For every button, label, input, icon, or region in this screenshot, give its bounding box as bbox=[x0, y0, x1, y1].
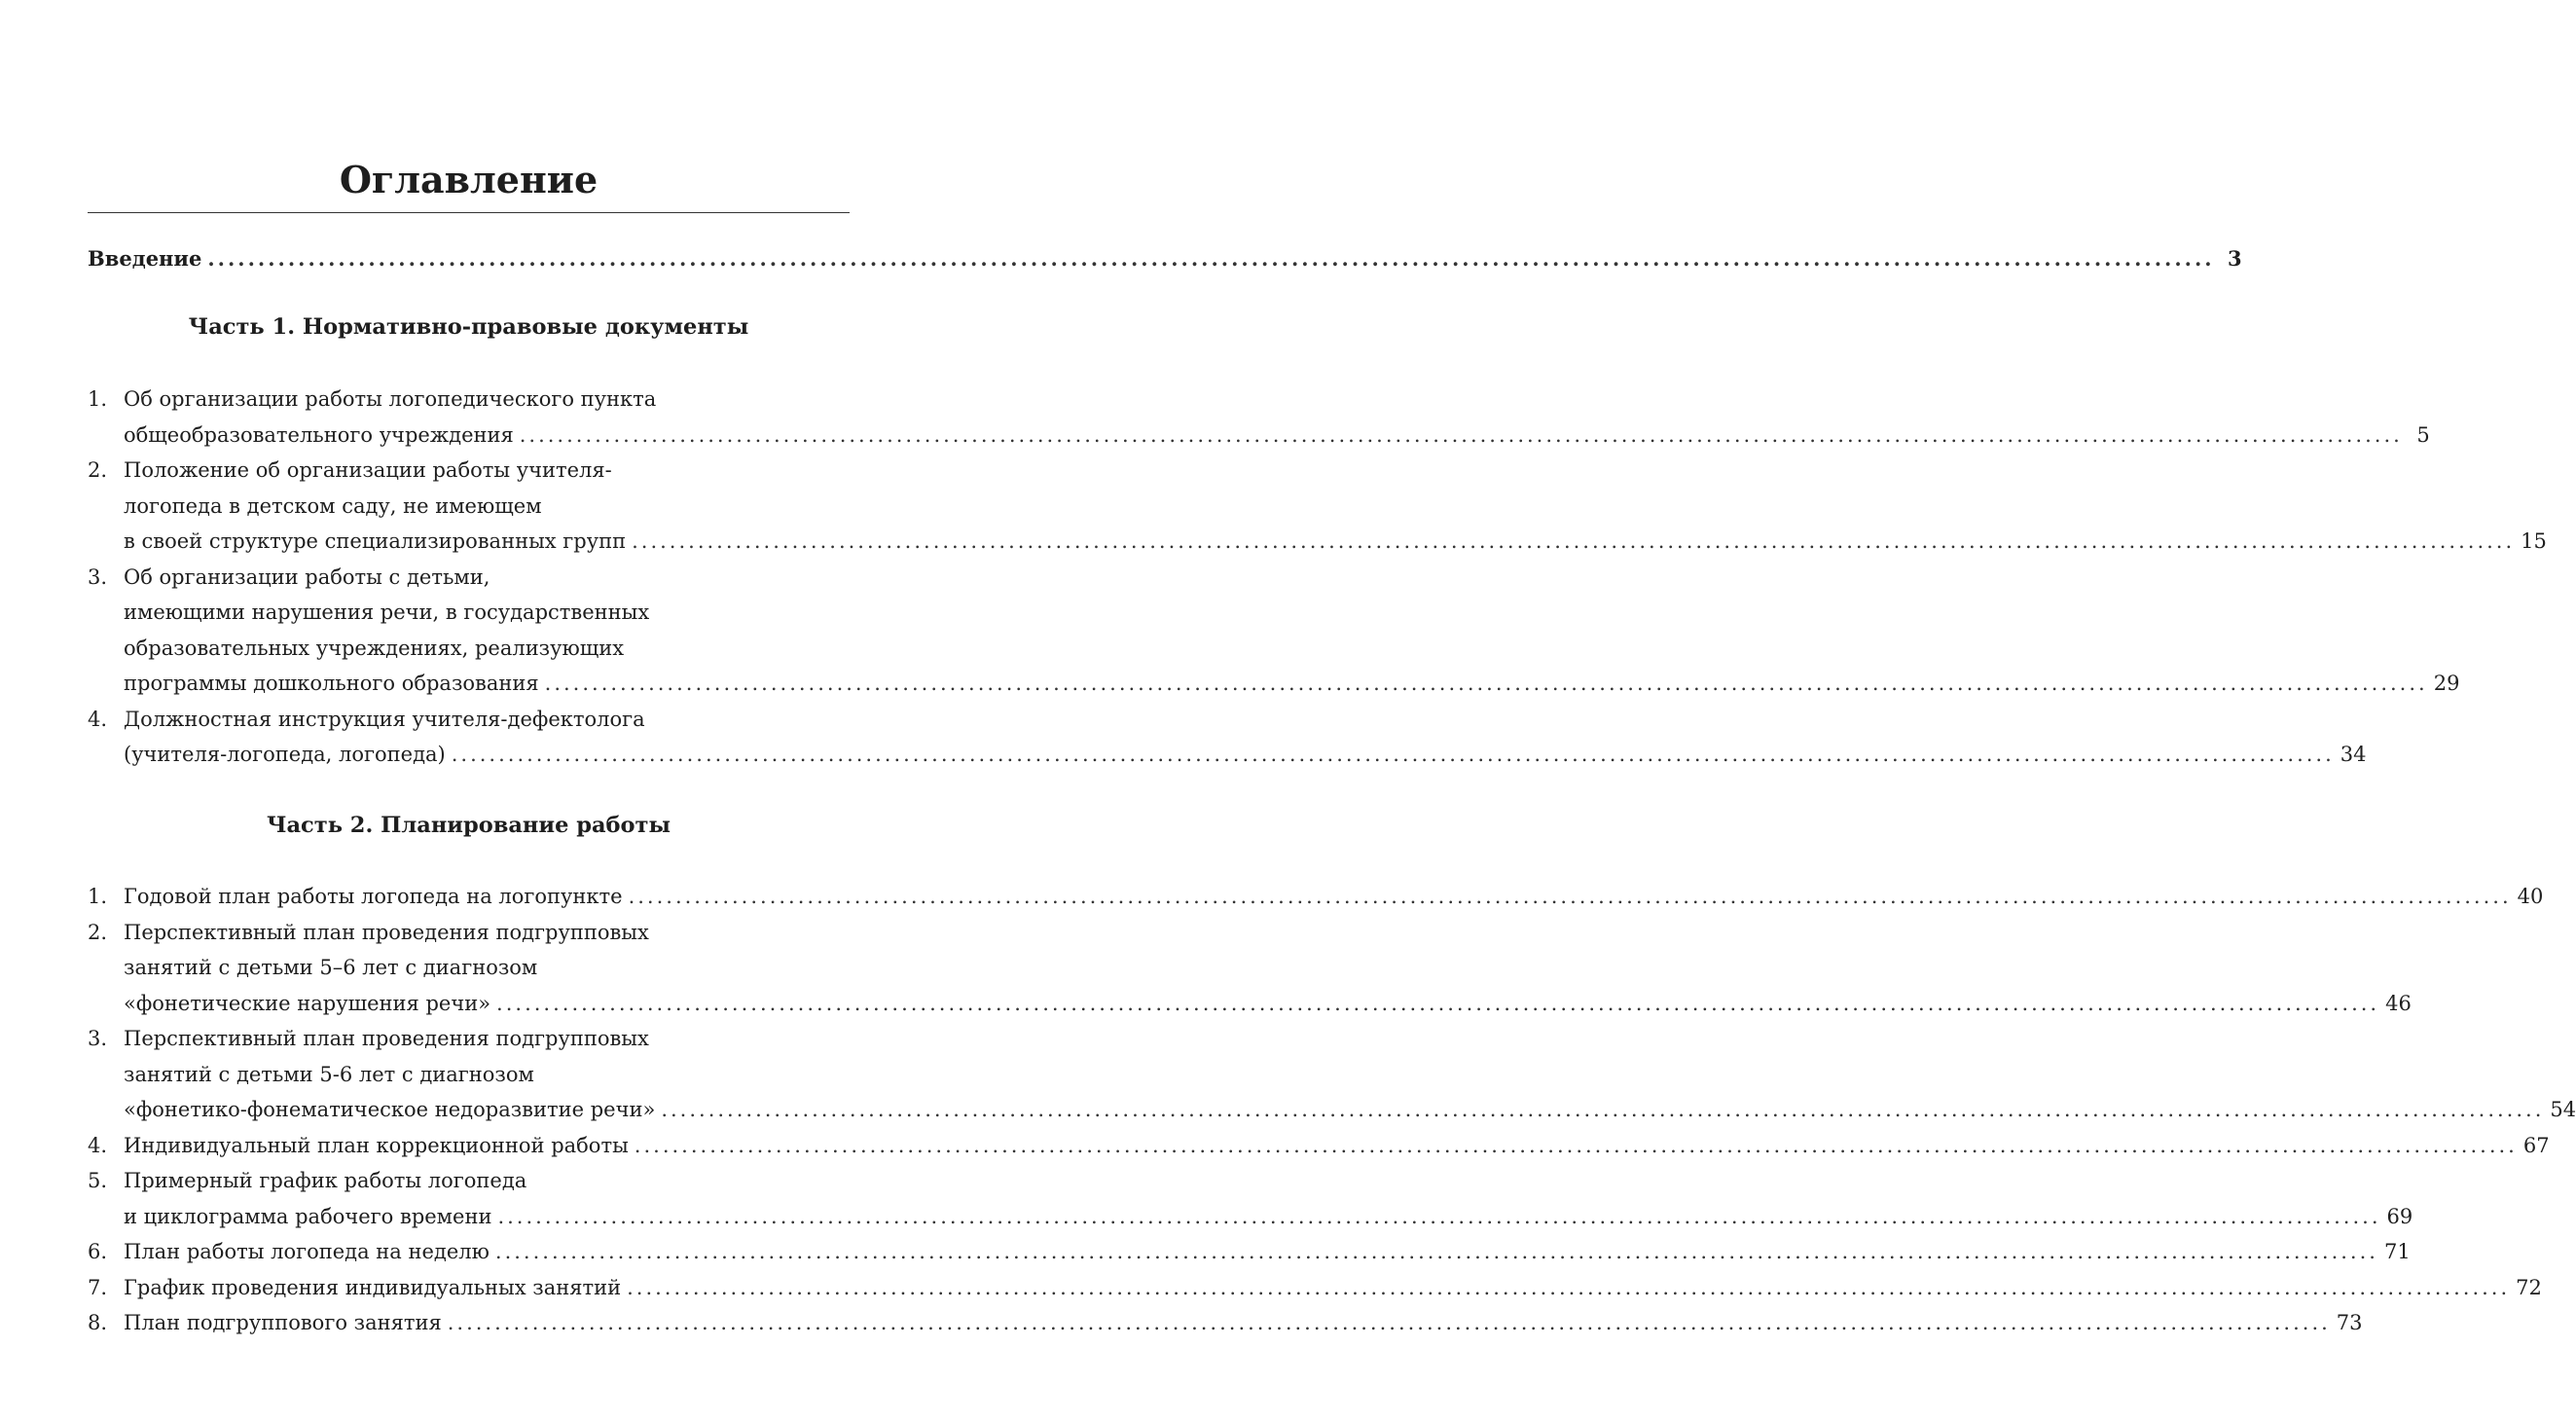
dot-leader: ........................................................................................................................................................................................................ bbox=[544, 672, 2428, 695]
dot-leader: ........................................................................................................................................................................................................ bbox=[447, 1311, 2331, 1334]
dot-leader: ........................................................................................................................................................................................................ bbox=[634, 1133, 2518, 1157]
entry-number: 7. bbox=[88, 1275, 108, 1299]
toc-entry[interactable] bbox=[88, 1270, 2542, 1306]
entry-text-line: Положение об организации работы учителя- bbox=[124, 458, 612, 482]
entry-text-line: и циклограмма рабочего времени bbox=[124, 1204, 492, 1228]
page-number: 72 bbox=[2516, 1275, 2542, 1299]
entry-number: 3. bbox=[88, 1027, 108, 1050]
toc-entry[interactable] bbox=[88, 879, 2544, 915]
page-number: 40 bbox=[2517, 885, 2544, 908]
dot-leader: ........................................................................................................................................................................................................ bbox=[207, 246, 2215, 271]
entry-text-line: График проведения индивидуальных занятий bbox=[124, 1275, 622, 1299]
page-number: 29 bbox=[2433, 672, 2460, 695]
page-number: 46 bbox=[2385, 991, 2412, 1015]
page-number: 67 bbox=[2522, 1133, 2550, 1157]
entry-number: 6. bbox=[88, 1240, 108, 1263]
entry-text-line: Годовой план работы логопеда на логопункте bbox=[124, 885, 623, 908]
toc-entry[interactable] bbox=[88, 1163, 2413, 1234]
entry-text-line: занятий с детьми 5–6 лет с диагнозом bbox=[124, 956, 538, 979]
title-rule bbox=[88, 212, 850, 213]
entry-text-line: образовательных учреждениях, реализующих bbox=[124, 636, 625, 660]
entry-number: 4. bbox=[88, 1133, 108, 1157]
entry-number: 5. bbox=[88, 1169, 108, 1192]
entry-text-line: «фонетико-фонематическое недоразвитие речи» bbox=[124, 1098, 656, 1121]
entry-text-line: Перспективный план проведения подгрупповых bbox=[124, 1027, 649, 1050]
entry-text-line: «фонетические нарушения речи» bbox=[124, 991, 491, 1015]
page-number: 15 bbox=[2521, 529, 2547, 553]
dot-leader: ........................................................................................................................................................................................................ bbox=[494, 1240, 2378, 1263]
page-number: 5 bbox=[2416, 422, 2430, 447]
page-number: 34 bbox=[2340, 743, 2367, 766]
entry-text-line: логопеда в детском саду, не имеющем bbox=[124, 493, 542, 518]
page-number: 54 bbox=[2550, 1098, 2576, 1121]
dot-leader: ........................................................................................................................................................................................................ bbox=[519, 422, 2403, 447]
entry-text-line: имеющими нарушения речи, в государственных bbox=[124, 601, 650, 624]
entry-text-line: занятий с детьми 5-6 лет с диагнозом bbox=[124, 1062, 534, 1086]
entry-text-line: Перспективный план проведения подгрупповых bbox=[124, 920, 649, 944]
entry-text-line: Об организации работы с детьми, bbox=[124, 564, 490, 589]
toc-entry[interactable] bbox=[88, 702, 2367, 773]
dot-leader: ........................................................................................................................................................................................................ bbox=[632, 529, 2516, 553]
dot-leader: ........................................................................................................................................................................................................ bbox=[627, 1275, 2511, 1299]
toc-entry[interactable] bbox=[88, 560, 2460, 702]
toc-entry[interactable] bbox=[88, 1021, 2576, 1128]
entry-text-line: Примерный график работы логопеда bbox=[124, 1169, 527, 1192]
page-number: 69 bbox=[2386, 1204, 2413, 1228]
dot-leader: ........................................................................................................................................................................................................ bbox=[628, 885, 2512, 908]
dot-leader: ........................................................................................................................................................................................................ bbox=[661, 1098, 2545, 1121]
entry-number: 1. bbox=[88, 387, 108, 411]
entry-number: 2. bbox=[88, 920, 108, 944]
entry-text-line: Индивидуальный план коррекционной работы bbox=[124, 1133, 629, 1157]
entry-number: 1. bbox=[88, 885, 108, 908]
toc-entry[interactable] bbox=[88, 915, 2412, 1022]
part-2-title: Часть 2. Планирование работы bbox=[266, 813, 671, 838]
entry-text-line: в своей структуре специализированных групп bbox=[124, 529, 627, 553]
entry-text: Введение bbox=[88, 246, 202, 271]
entry-text-line: Об организации работы логопедического пункта bbox=[124, 387, 657, 411]
toc-entry[interactable] bbox=[88, 1234, 2411, 1270]
page-number: 3 bbox=[2227, 246, 2242, 271]
dot-leader: ........................................................................................................................................................................................................ bbox=[451, 743, 2335, 766]
entry-text-line: программы дошкольного образования bbox=[124, 672, 539, 695]
entry-text-line: План работы логопеда на неделю bbox=[124, 1240, 490, 1263]
entry-number: 3. bbox=[88, 564, 108, 589]
part-1-entries bbox=[88, 382, 2547, 773]
entry-text-line: (учителя-логопеда, логопеда) bbox=[124, 743, 446, 766]
page-number: 73 bbox=[2336, 1311, 2363, 1334]
dot-leader: ........................................................................................................................................................................................................ bbox=[497, 1204, 2381, 1228]
entry-number: 2. bbox=[88, 458, 108, 482]
part-1-title: Часть 1. Нормативно-правовые документы bbox=[188, 314, 749, 340]
entry-text-line: План подгруппового занятия bbox=[124, 1311, 442, 1334]
part-2-entries bbox=[88, 879, 2576, 1341]
toc-entry[interactable] bbox=[88, 382, 2430, 453]
dot-leader: ........................................................................................................................................................................................................ bbox=[496, 991, 2380, 1015]
page-title: Оглавление bbox=[339, 158, 599, 201]
entry-number: 4. bbox=[88, 707, 108, 731]
entry-number: 8. bbox=[88, 1311, 108, 1334]
toc-entry[interactable] bbox=[88, 1128, 2550, 1164]
entry-text-line: Должностная инструкция учителя-дефектолога bbox=[124, 707, 645, 731]
toc-entry[interactable] bbox=[88, 1305, 2363, 1341]
toc-entry-introduction[interactable] bbox=[88, 241, 2242, 276]
page-number: 71 bbox=[2383, 1240, 2411, 1263]
entry-text-line: общеобразовательного учреждения bbox=[124, 422, 514, 447]
toc-entry[interactable] bbox=[88, 453, 2547, 560]
